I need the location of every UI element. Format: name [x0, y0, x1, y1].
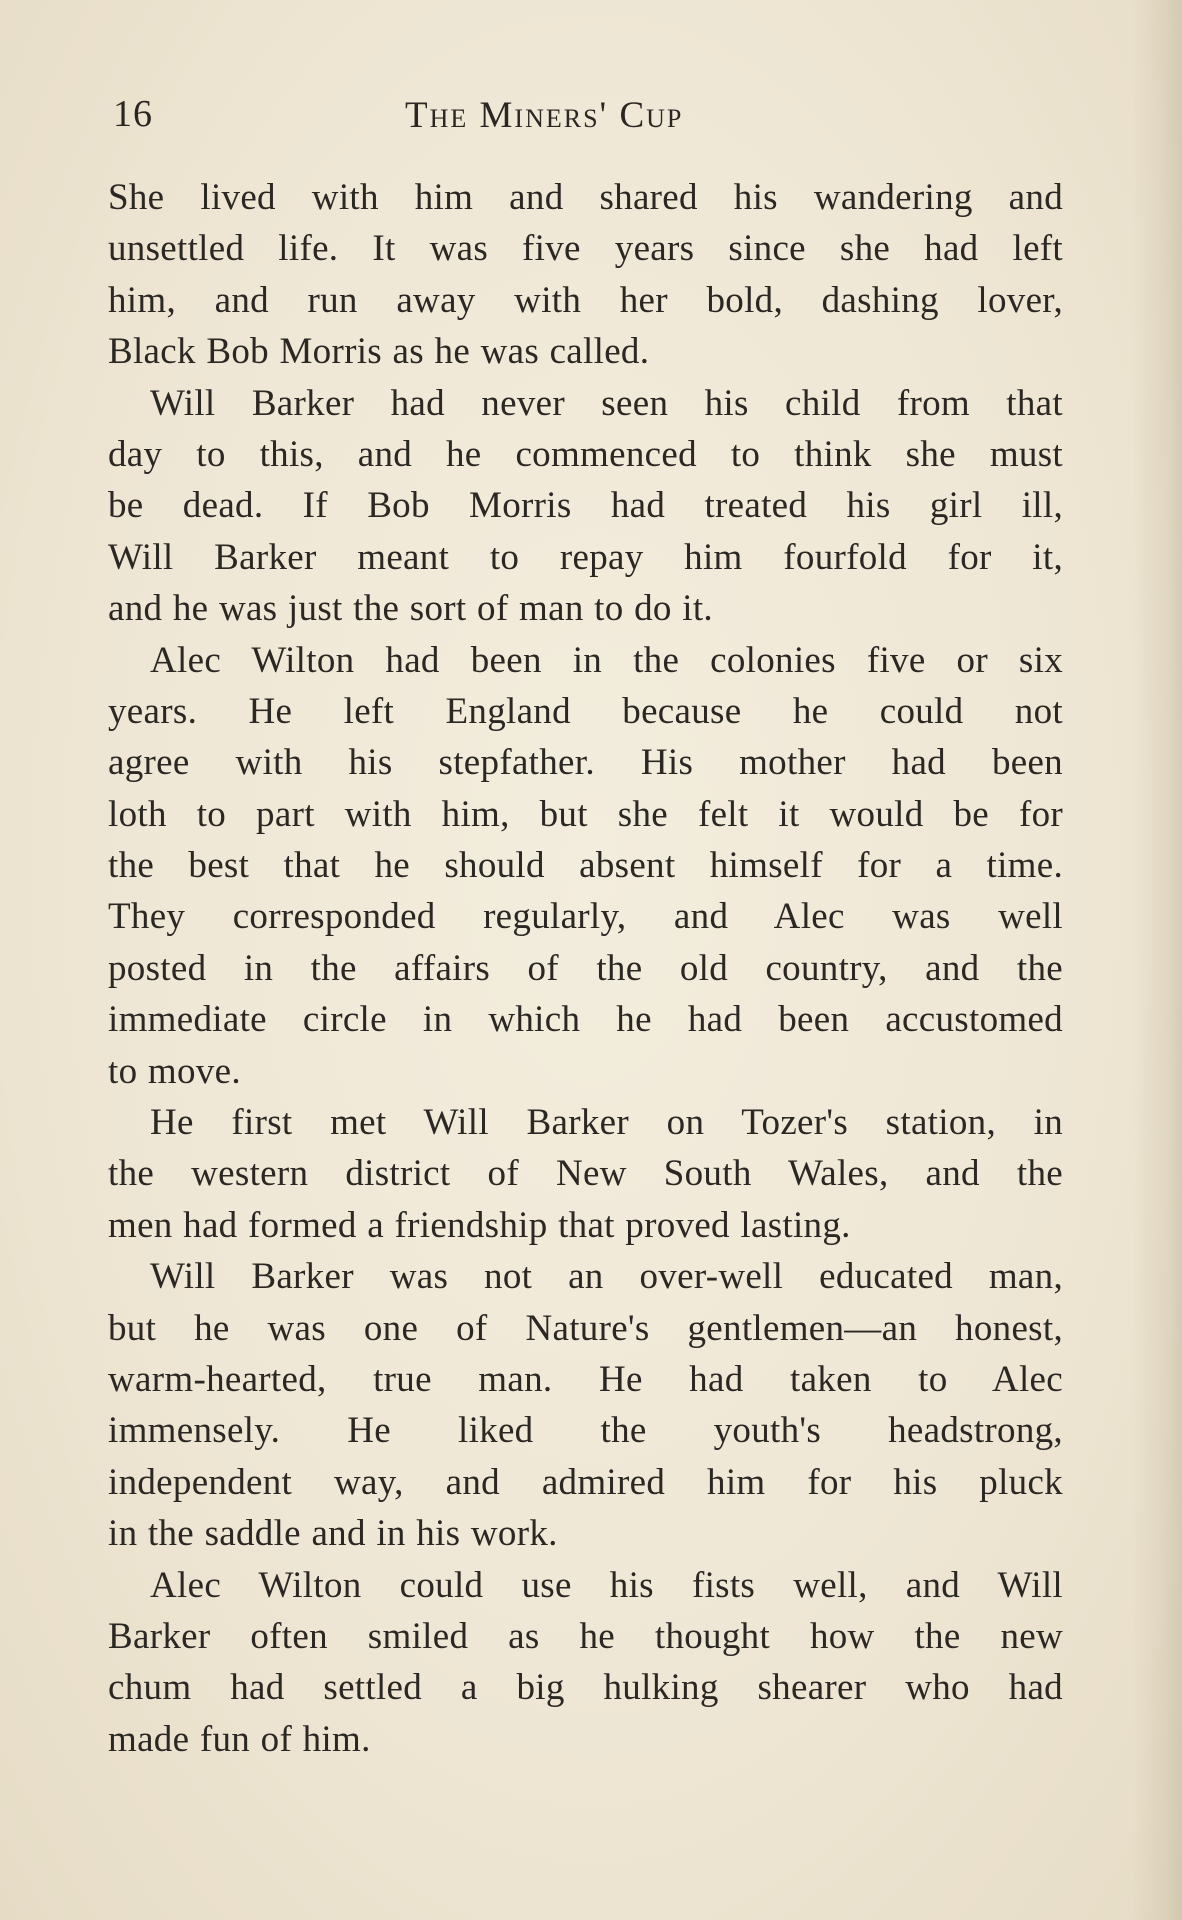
text-line: and he was just the sort of man to do it.: [108, 588, 713, 630]
page-header: [113, 92, 1063, 152]
text-line: chum had settled a big hulking shearer who had: [108, 1667, 1063, 1709]
text-line: made fun of him.: [108, 1718, 371, 1760]
text-line: She lived with him and shared his wandering and: [108, 177, 1063, 218]
text-line: in the saddle and in his work.: [108, 1513, 558, 1555]
text-line: Will Barker was not an over-well educated man,: [150, 1256, 1063, 1298]
text-line: Will Barker meant to repay him fourfold for it,: [108, 536, 1063, 578]
text-line: They corresponded regularly, and Alec was well: [108, 896, 1063, 938]
running-title: The Miners' Cup: [405, 95, 684, 136]
text-line: to move.: [108, 1050, 241, 1092]
body-text: [108, 172, 1063, 1765]
text-line: agree with his stepfather. His mother had been: [108, 742, 1063, 784]
text-line: warm-hearted, true man. He had taken to Alec: [108, 1358, 1063, 1400]
page-number: 16: [113, 93, 153, 135]
text-line: posted in the affairs of the old country, and the: [108, 947, 1063, 989]
text-line: unsettled life. It was five years since she had left: [108, 228, 1063, 270]
text-line: Black Bob Morris as he was called.: [108, 331, 650, 373]
text-line: but he was one of Nature's gentlemen—an honest,: [108, 1307, 1063, 1349]
text-line: be dead. If Bob Morris had treated his girl ill,: [108, 485, 1063, 527]
text-line: day to this, and he commenced to think she must: [108, 433, 1063, 475]
text-line: him, and run away with her bold, dashing lover,: [108, 279, 1063, 321]
text-line: independent way, and admired him for his pluck: [108, 1461, 1063, 1503]
text-line: Will Barker had never seen his child from that: [150, 382, 1063, 424]
text-line: immediate circle in which he had been accustomed: [108, 999, 1063, 1041]
text-line: men had formed a friendship that proved lasting.: [108, 1204, 851, 1246]
text-line: loth to part with him, but she felt it would be for: [108, 793, 1063, 835]
page-edge-shadow: [1132, 0, 1182, 1920]
text-line: the best that he should absent himself for a time.: [108, 845, 1063, 887]
text-line: Barker often smiled as he thought how the new: [108, 1615, 1063, 1657]
text-line: He first met Will Barker on Tozer's station, in: [150, 1102, 1063, 1144]
text-line: immensely. He liked the youth's headstrong,: [108, 1410, 1063, 1452]
text-line: the western district of New South Wales, and the: [108, 1153, 1063, 1195]
text-line: Alec Wilton could use his fists well, and Will: [150, 1564, 1063, 1606]
text-line: Alec Wilton had been in the colonies five or six: [150, 639, 1063, 681]
text-line: years. He left England because he could not: [108, 690, 1063, 732]
